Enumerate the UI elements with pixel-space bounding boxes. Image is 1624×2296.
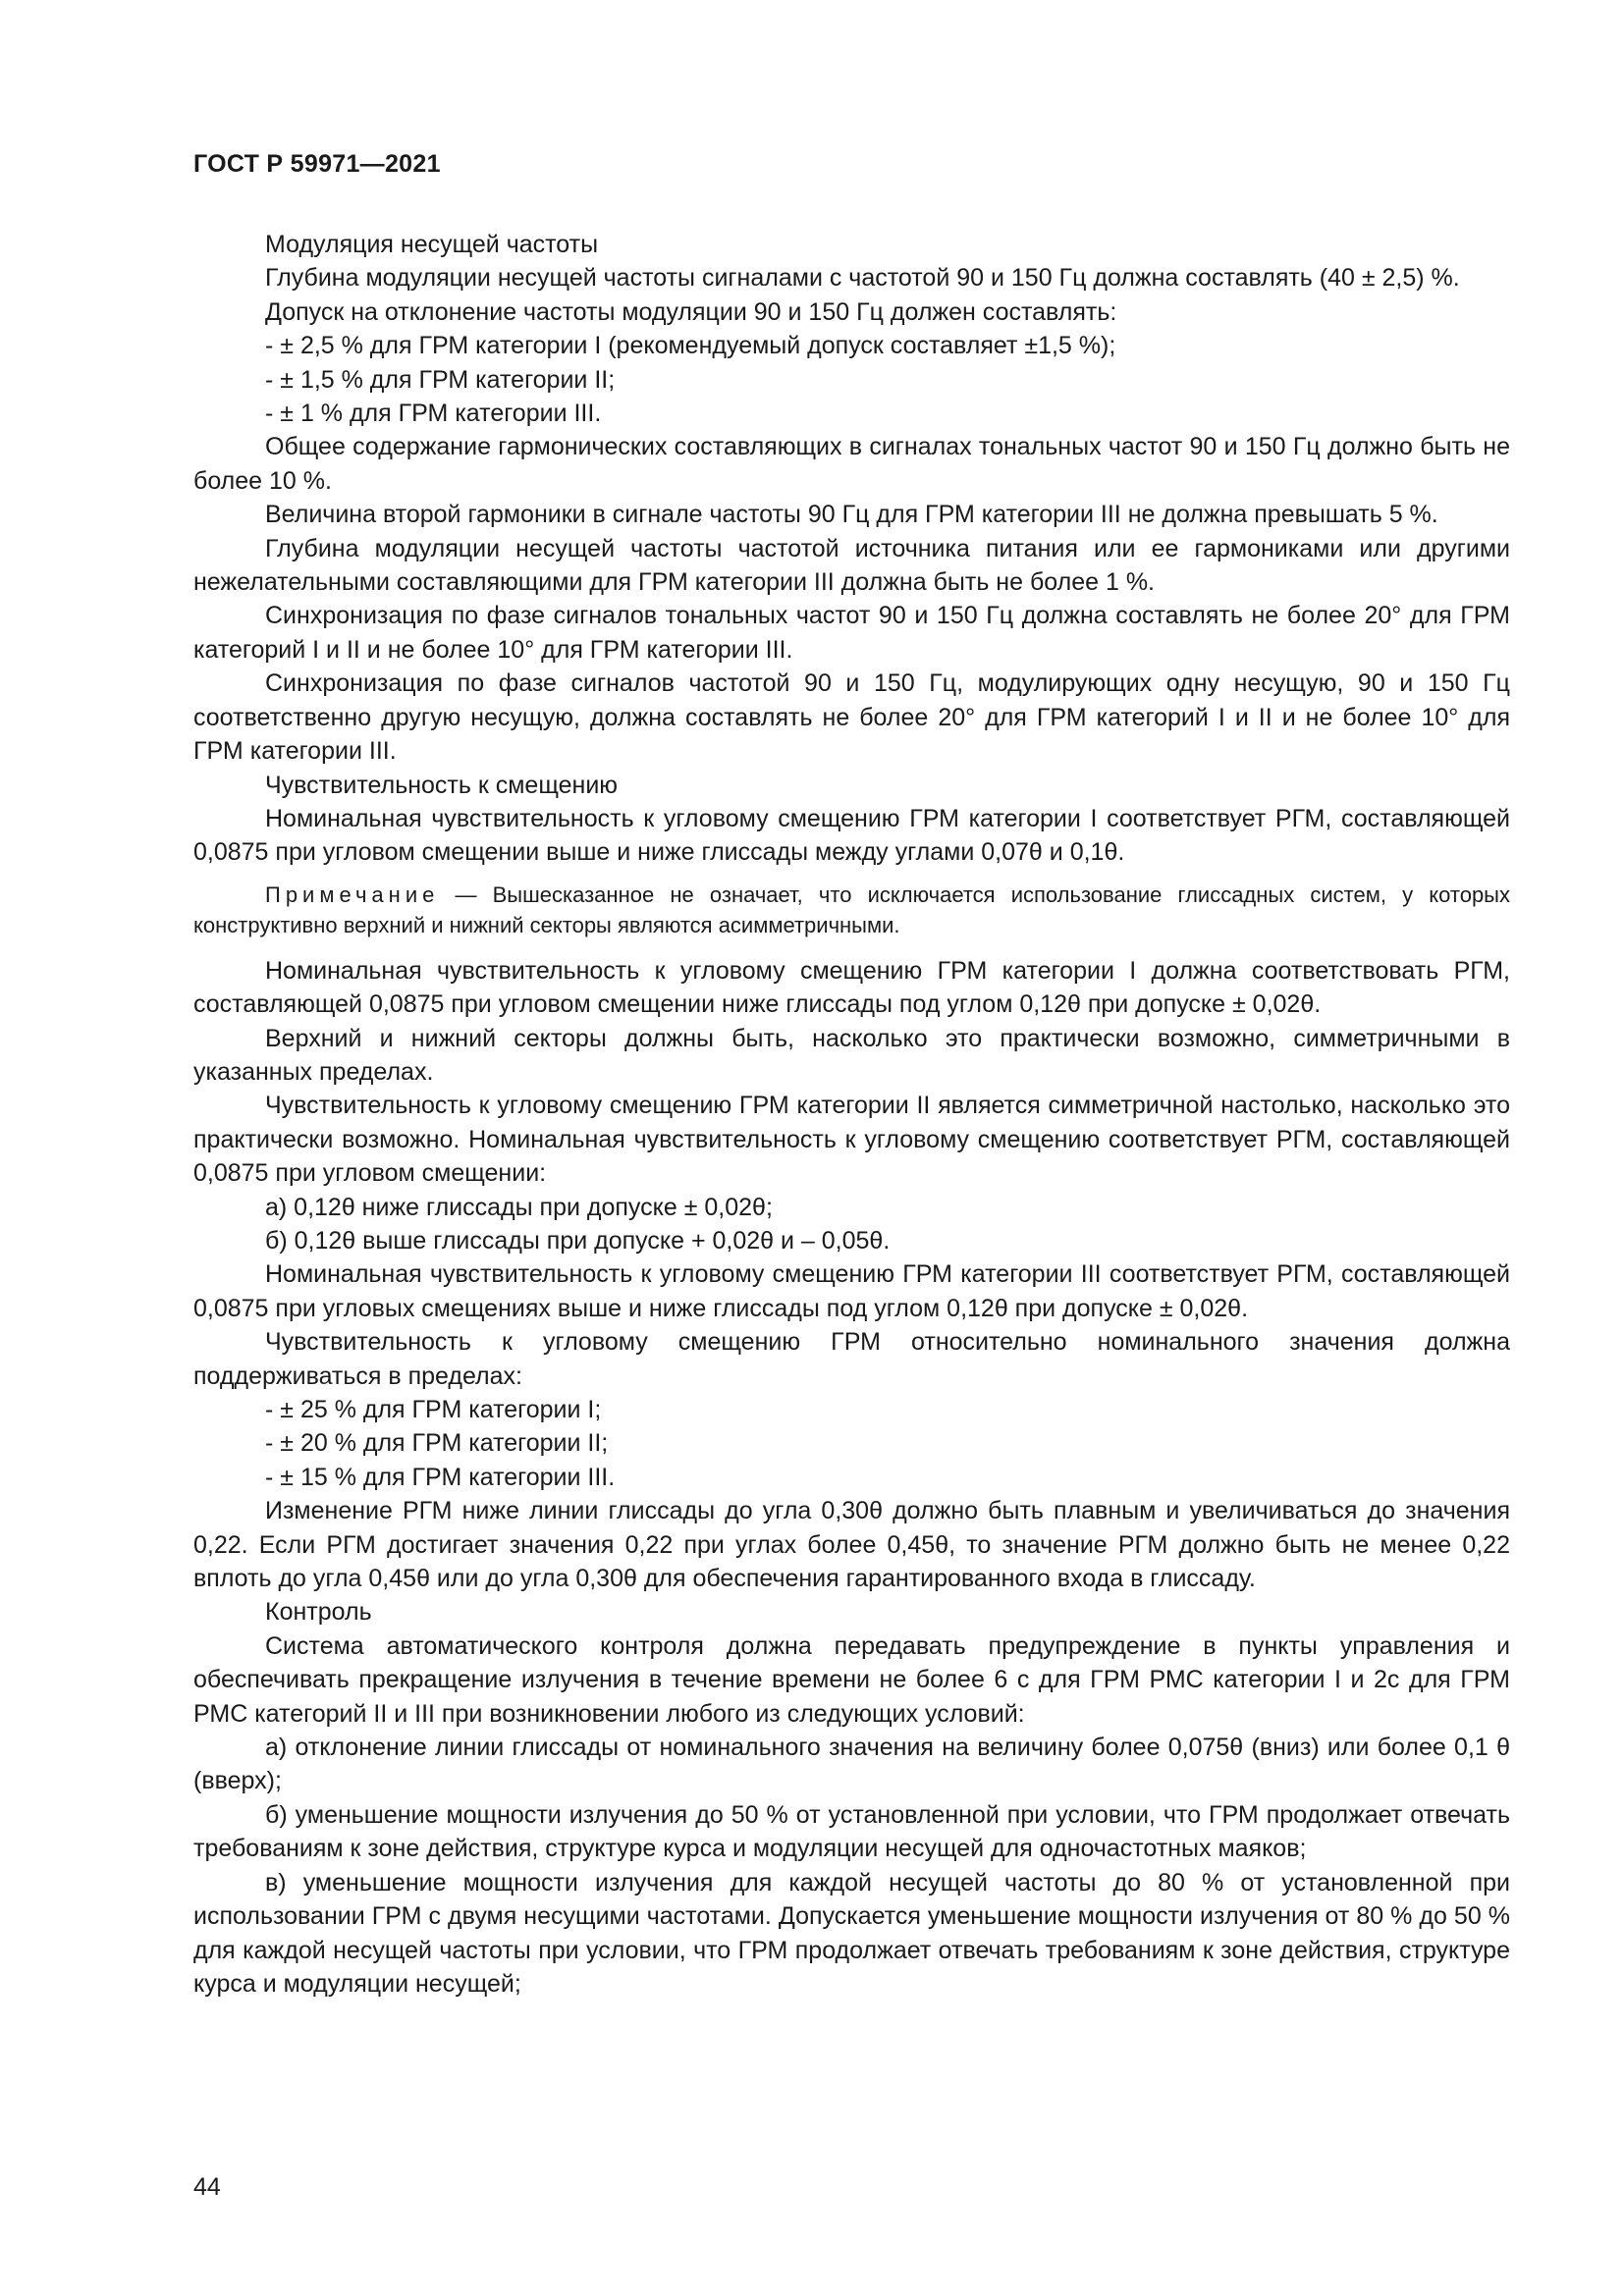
paragraph: Чувствительность к угловому смещению ГРМ категории II является симметричной настолько, насколько это практически возможно. Номинальная чувствительность к угловому смещению соответствует РГМ, составляющей 0,0875 при угловом смещении: — [193, 1092, 1510, 1188]
list-item: б) 0,12θ выше глиссады при допуске + 0,02θ и – 0,05θ. — [265, 1226, 891, 1255]
paragraph: Общее содержание гармонических составляющих в сигналах тональных частот 90 и 150 Гц должно быть не более 10 %. — [193, 433, 1510, 495]
paragraph: Величина второй гармоники в сигнале частоты 90 Гц для ГРМ категории III не должна превышать 5 %. — [265, 501, 1438, 529]
paragraph: Номинальная чувствительность к угловому смещению ГРМ категории I должна соответствовать РГМ, составляющей 0,0875 при угловом смещении ниже глиссады под углом 0,12θ при допуске ± 0,02θ. — [193, 956, 1510, 1019]
list-item: - ± 2,5 % для ГРМ категории I (рекомендуемый допуск составляет ±1,5 %); — [265, 332, 1116, 360]
paragraph: Допуск на отклонение частоты модуляции 90 и 150 Гц должен составлять: — [265, 297, 1117, 326]
note-paragraph — [193, 880, 1510, 940]
paragraph: в) уменьшение мощности излучения для каждой несущей частоты до 80 % от установленной при использовании ГРМ с двумя несущими частотами. Допускается уменьшение мощности излучения от 80 % до 50 % для каждой несущей частоты при условии, что ГРМ продолжает отвечать требованиям к зоне действия, структуре курса и модуляции несущей; — [193, 1868, 1510, 1998]
list-item: - ± 25 % для ГРМ категории I; — [265, 1396, 602, 1423]
paragraph: Номинальная чувствительность к угловому смещению ГРМ категории I соответствует РГМ, составляющей 0,0875 при угловом смещении выше и ниже глиссады между углами 0,07θ и 0,1θ. — [193, 804, 1510, 867]
paragraph: б) уменьшение мощности излучения до 50 % от установленной при условии, что ГРМ продолжает отвечать требованиям к зоне действия, структуре курса и модуляции несущей для одночастотных маяков; — [193, 1800, 1510, 1863]
paragraph: Глубина модуляции несущей частоты сигналами с частотой 90 и 150 Гц должна составлять (40 ± 2,5) %. — [265, 264, 1460, 293]
document-header: ГОСТ Р 59971—2021 — [193, 150, 441, 178]
note-label: Примечание — [265, 881, 440, 907]
paragraph: Чувствительность к угловому смещению ГРМ относительно номинального значения должна поддерживаться в пределах: — [193, 1328, 1510, 1390]
paragraph: а) отклонение линии глиссады от номинального значения на величину более 0,075θ (вниз) или более 0,1 θ (вверх); — [193, 1734, 1510, 1795]
list-item: - ± 1,5 % для ГРМ категории II; — [265, 365, 616, 394]
document-page — [193, 0, 1510, 2296]
paragraph: Синхронизация по фазе сигналов частотой 90 и 150 Гц, модулирующих одну несущую, 90 и 150 Гц соответственно другую несущую, должна составлять не более 20° для ГРМ категорий I и II и не более 10° для ГРМ категории III. — [193, 669, 1510, 766]
paragraph: Изменение РГМ ниже линии глиссады до угла 0,30θ должно быть плавным и увеличиваться до значения 0,22. Если РГМ достигает значения 0,22 при углах более 0,45θ, то значение РГМ должно быть не менее 0,22 вплоть до угла 0,45θ или до угла 0,30θ для обеспечения гарантированного входа в глиссаду. — [193, 1497, 1510, 1593]
paragraph: Глубина модуляции несущей частоты частотой источника питания или ее гармониками или другими нежелательными составляющими для ГРМ категории III должна быть не более 1 %. — [193, 534, 1510, 597]
paragraph: Номинальная чувствительность к угловому смещению ГРМ категории III соответствует РГМ, составляющей 0,0875 при угловых смещениях выше и ниже глиссады под углом 0,12θ при допуске ± 0,02θ. — [193, 1260, 1510, 1322]
paragraph: Система автоматического контроля должна передавать предупреждение в пункты управления и обеспечивать прекращение излучения в течение времени не более 6 с для ГРМ РМС категории I и 2с для ГРМ РМС категорий II и III при возникновении любого из следующих условий: — [193, 1631, 1510, 1728]
paragraph: Чувствительность к смещению — [265, 771, 619, 799]
list-item: - ± 1 % для ГРМ категории III. — [265, 400, 602, 428]
page-number: 44 — [193, 2173, 221, 2201]
paragraph: Верхний и нижний секторы должны быть, насколько это практически возможно, симметричными в указанных пределах. — [193, 1024, 1510, 1086]
list-item: - ± 20 % для ГРМ категории II; — [265, 1429, 609, 1458]
note-text: — Вышесказанное не означает, что исключается использование глиссадных систем, у которых конструктивно верхний и нижний секторы являются асимметричными. — [193, 881, 1510, 937]
list-item: а) 0,12θ ниже глиссады при допуске ± 0,02θ; — [265, 1193, 773, 1221]
paragraph: Модуляция несущей частоты — [265, 231, 599, 258]
document-body — [193, 228, 1510, 2001]
list-item: - ± 15 % для ГРМ категории III. — [265, 1463, 616, 1491]
paragraph: Синхронизация по фазе сигналов тональных частот 90 и 150 Гц должна составлять не более 20° для ГРМ категорий I и II и не более 10° для ГРМ категории III. — [193, 602, 1510, 664]
paragraph: Контроль — [265, 1598, 372, 1627]
